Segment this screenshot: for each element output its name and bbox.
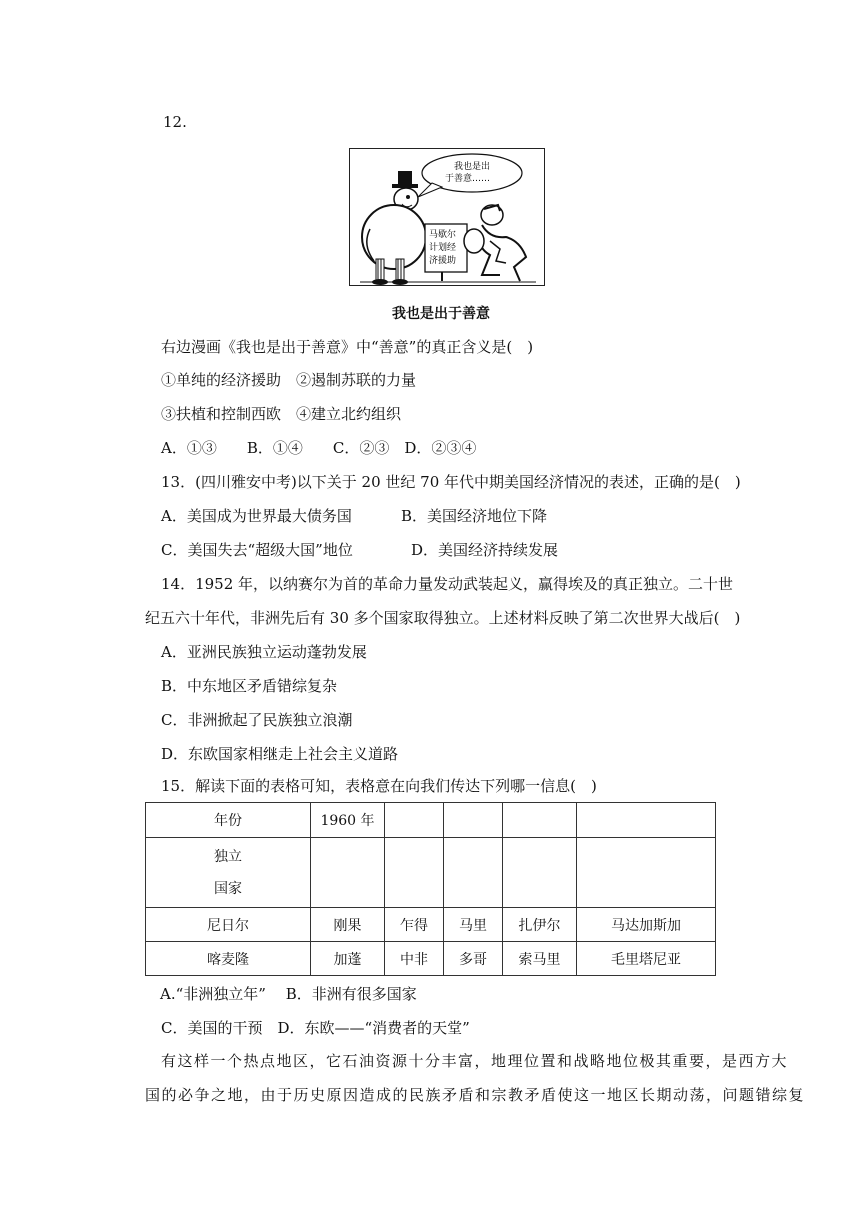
independence-table <box>145 802 716 976</box>
speech-text-2: 于善意…… <box>445 174 491 184</box>
question-15-stem: 15．解读下面的表格可知，表格意在向我们传达下列哪一信息( ) <box>161 777 597 795</box>
table-empty-cell <box>385 838 444 908</box>
table-cell: 刚果 <box>311 908 385 942</box>
question-12-statements-2: ③扶植和控制西欧 ④建立北约组织 <box>161 405 402 423</box>
table-year-value: 1960 年 <box>311 803 385 838</box>
table-empty-cell <box>385 803 444 838</box>
table-cell: 扎伊尔 <box>503 908 577 942</box>
table-empty-cell <box>577 803 716 838</box>
table-empty-cell <box>311 838 385 908</box>
table-cell: 毛里塔尼亚 <box>577 942 716 976</box>
table-empty-cell <box>577 838 716 908</box>
speech-text-1: 我也是出 <box>454 162 491 172</box>
table-empty-cell <box>444 838 503 908</box>
table-cell: 索马里 <box>503 942 577 976</box>
cartoon-image <box>349 148 545 286</box>
passage-line-1: 有这样一个热点地区，它石油资源十分丰富，地理位置和战略地位极其重要，是西方大 <box>161 1052 789 1070</box>
table-header-countries-line2: 国家 <box>214 880 242 897</box>
question-14-option-b: B．中东地区矛盾错综复杂 <box>161 677 338 695</box>
table-cell: 喀麦隆 <box>146 942 311 976</box>
table-cell: 加蓬 <box>311 942 385 976</box>
table-cell: 尼日尔 <box>146 908 311 942</box>
question-14-stem-1: 14．1952 年，以纳赛尔为首的革命力量发动武装起义，赢得埃及的真正独立。二十世 <box>161 575 734 593</box>
cartoon-drawing <box>350 149 544 285</box>
sign-text-2: 计划经 <box>429 243 457 253</box>
question-13-option-b: B．美国经济地位下降 <box>401 507 548 525</box>
table-header-countries-line1: 独立 <box>214 848 242 865</box>
question-12-number: 12. <box>163 113 187 131</box>
question-13-option-c: C．美国失去“超级大国”地位 <box>161 541 353 559</box>
question-12-options: A．①③ B．①④ C．②③ D．②③④ <box>161 439 477 457</box>
table-row <box>146 908 716 942</box>
question-14-option-a: A．亚洲民族独立运动蓬勃发展 <box>161 643 367 661</box>
cartoon-caption: 我也是出于善意 <box>392 306 490 322</box>
table-empty-cell <box>503 803 577 838</box>
question-15-options-cd: C．美国的干预 D．东欧——“消费者的天堂” <box>161 1019 470 1037</box>
table-cell: 马达加斯加 <box>577 908 716 942</box>
table-cell: 乍得 <box>385 908 444 942</box>
table-row <box>146 942 716 976</box>
table-empty-cell <box>444 803 503 838</box>
sign-text-1: 马歇尔 <box>429 230 457 240</box>
question-14-stem-2: 纪五六十年代，非洲先后有 30 多个国家取得独立。上述材料反映了第二次世界大战后( ) <box>145 609 741 627</box>
passage-line-2: 国的必争之地，由于历史原因造成的民族矛盾和宗教矛盾使这一地区长期动荡，问题错综复 <box>145 1086 806 1104</box>
table-cell: 多哥 <box>444 942 503 976</box>
question-14-option-d: D．东欧国家相继走上社会主义道路 <box>161 745 399 763</box>
table-header-countries <box>146 838 311 908</box>
question-15-options-ab: A.“非洲独立年” B．非洲有很多国家 <box>160 985 417 1003</box>
sign-text-3: 济援助 <box>429 256 457 266</box>
question-13-stem: 13．(四川雅安中考)以下关于 20 世纪 70 年代中期美国经济情况的表述，正确的是( ) <box>161 473 741 491</box>
table-cell: 马里 <box>444 908 503 942</box>
table-empty-cell <box>503 838 577 908</box>
question-12-stem: 右边漫画《我也是出于善意》中“善意”的真正含义是( ) <box>161 338 534 356</box>
table-cell: 中非 <box>385 942 444 976</box>
question-13-option-d: D．美国经济持续发展 <box>411 541 559 559</box>
table-header-year: 年份 <box>146 803 311 838</box>
question-13-option-a: A．美国成为世界最大债务国 <box>161 507 352 525</box>
question-12-statements-1: ①单纯的经济援助 ②遏制苏联的力量 <box>161 371 417 389</box>
question-14-option-c: C．非洲掀起了民族独立浪潮 <box>161 711 353 729</box>
